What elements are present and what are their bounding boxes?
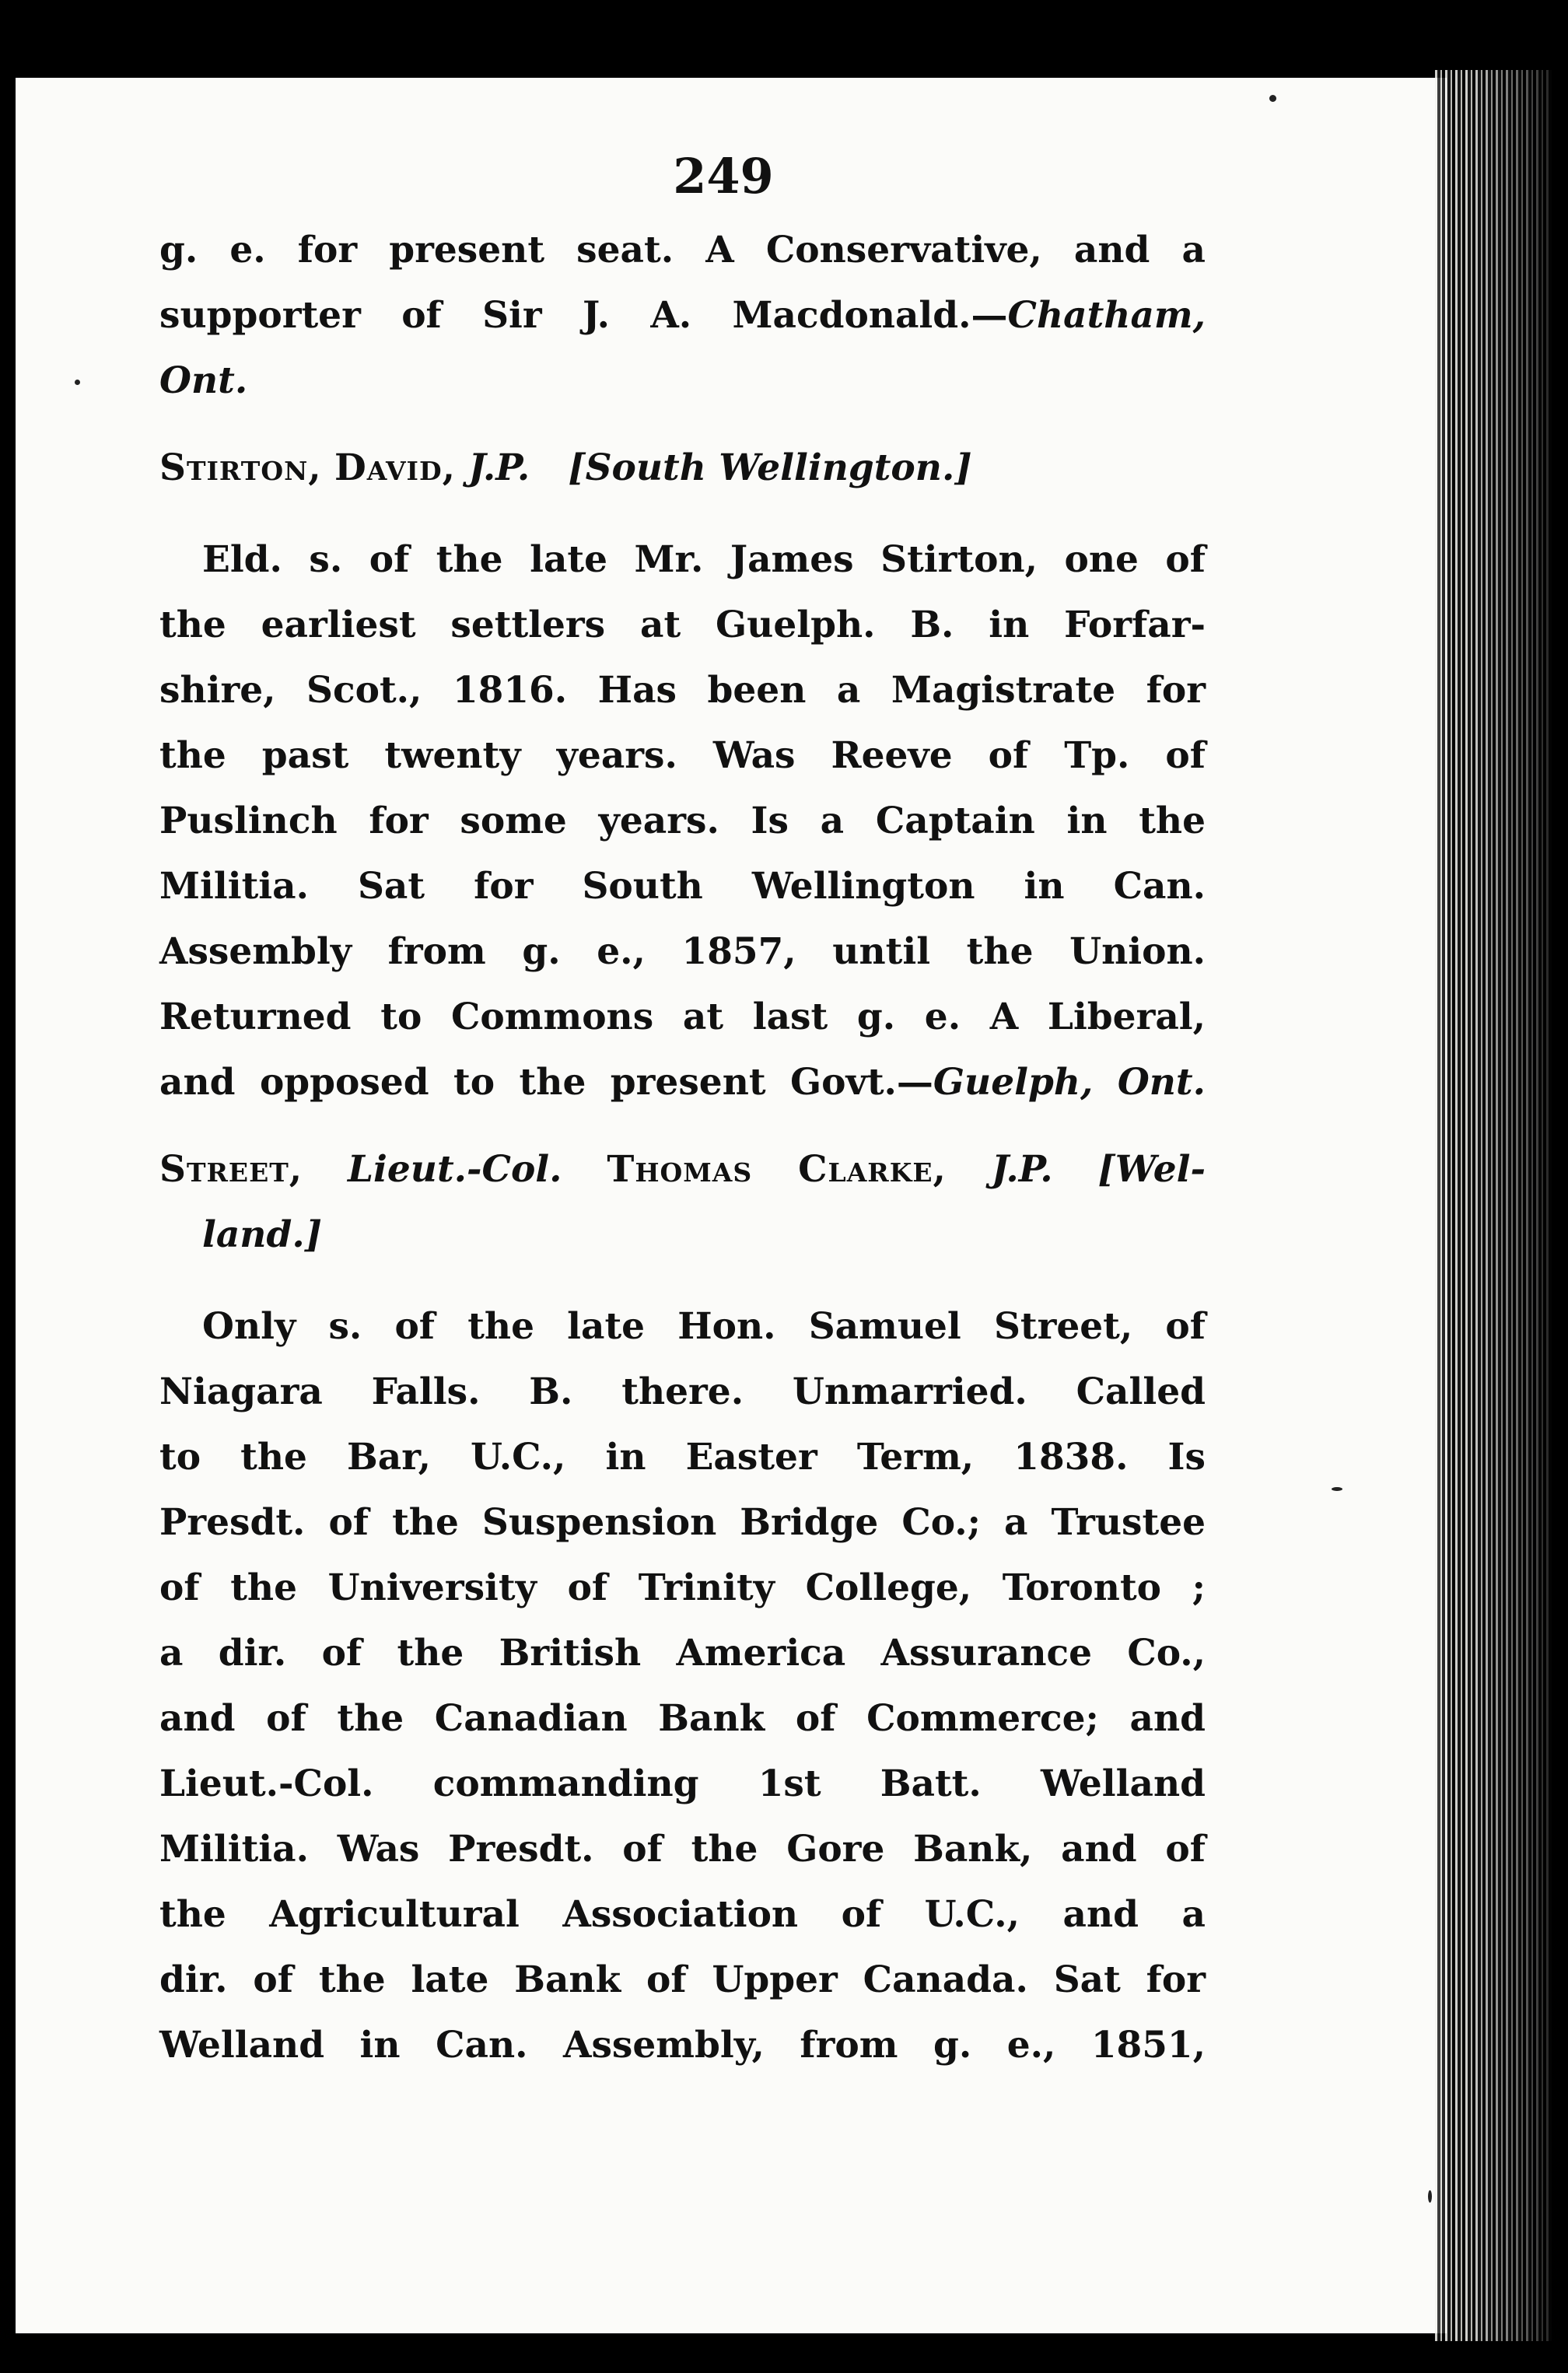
page-edge-shadow xyxy=(1470,70,1568,2341)
text-line: the Agricultural Association of U.C., and a xyxy=(159,1893,1206,1936)
entry-surname: Stirton, xyxy=(159,446,322,489)
place-name: Guelph, Ont. xyxy=(933,1061,1206,1104)
entry-heading xyxy=(159,1137,1206,1202)
entry-title: J.P. xyxy=(991,1148,1053,1191)
spacer xyxy=(159,501,1206,527)
speck xyxy=(1332,1487,1342,1491)
text-line: Militia. Sat for South Wellington in Can. xyxy=(159,865,1206,908)
spacer xyxy=(159,414,1206,436)
text-line: the past twenty years. Was Reeve of Tp. of xyxy=(159,734,1206,777)
page-text xyxy=(159,218,1206,2078)
text-fragment: and opposed to the present Govt.— xyxy=(159,1061,933,1104)
text-line: the earliest settlers at Guelph. B. in Forfar- xyxy=(159,604,1206,646)
text-line: Returned to Commons at last g. e. A Liberal, xyxy=(159,996,1206,1038)
text-line: and of the Canadian Bank of Commerce; and xyxy=(159,1697,1206,1740)
text-line xyxy=(159,283,1206,348)
text-line: Lieut.-Col. commanding 1st Batt. Welland xyxy=(159,1762,1206,1805)
text-line: of the University of Trinity College, Toronto ; xyxy=(159,1566,1206,1609)
spacer xyxy=(159,1268,1206,1294)
text-line: Assembly from g. e., 1857, until the Union. xyxy=(159,930,1206,973)
spacer xyxy=(159,1115,1206,1137)
text-line: shire, Scot., 1816. Has been a Magistrate for xyxy=(159,669,1206,712)
text-line: dir. of the late Bank of Upper Canada. Sat for xyxy=(159,1958,1206,2001)
text-line: Militia. Was Presdt. of the Gore Bank, and of xyxy=(159,1828,1206,1871)
speck xyxy=(75,380,80,385)
speck xyxy=(1269,95,1276,102)
entry-rank: Lieut.-Col. xyxy=(348,1148,562,1191)
text-line: Presdt. of the Suspension Bridge Co.; a Trustee xyxy=(159,1501,1206,1544)
text-line xyxy=(159,348,1206,414)
entry-riding: [Wel- xyxy=(1097,1148,1206,1191)
speck xyxy=(1428,2190,1432,2203)
text-line: a dir. of the British America Assurance Co., xyxy=(159,1632,1206,1675)
entry-title: J.P. xyxy=(468,446,530,489)
page-number: 249 xyxy=(673,148,774,205)
text-line: Welland in Can. Assembly, from g. e., 1851, xyxy=(159,2024,1206,2067)
text-line: Puslinch for some years. Is a Captain in the xyxy=(159,800,1206,842)
entry-riding: land.] xyxy=(202,1213,322,1256)
text-line xyxy=(159,1050,1206,1115)
text-line: Niagara Falls. B. there. Unmarried. Called xyxy=(159,1370,1206,1413)
text-fragment: supporter of Sir J. A. Macdonald.— xyxy=(159,294,1008,337)
text-line: to the Bar, U.C., in Easter Term, 1838. Is xyxy=(159,1436,1206,1479)
entry-given-name: Thomas Clarke, xyxy=(607,1148,947,1191)
place-name: Ont. xyxy=(159,359,248,402)
text-line: Eld. s. of the late Mr. James Stirton, one of xyxy=(202,538,1206,581)
text-line: Only s. of the late Hon. Samuel Street, of xyxy=(202,1305,1206,1348)
entry-heading-continued xyxy=(159,1202,1206,1268)
entry-surname: Street, xyxy=(159,1148,303,1191)
entry-given-name: David, xyxy=(334,446,456,489)
place-name: Chatham, xyxy=(1007,294,1206,337)
entry-heading xyxy=(159,436,1206,501)
entry-riding: [South Wellington.] xyxy=(568,446,972,489)
text-line: g. e. for present seat. A Conservative, and a xyxy=(159,229,1206,271)
